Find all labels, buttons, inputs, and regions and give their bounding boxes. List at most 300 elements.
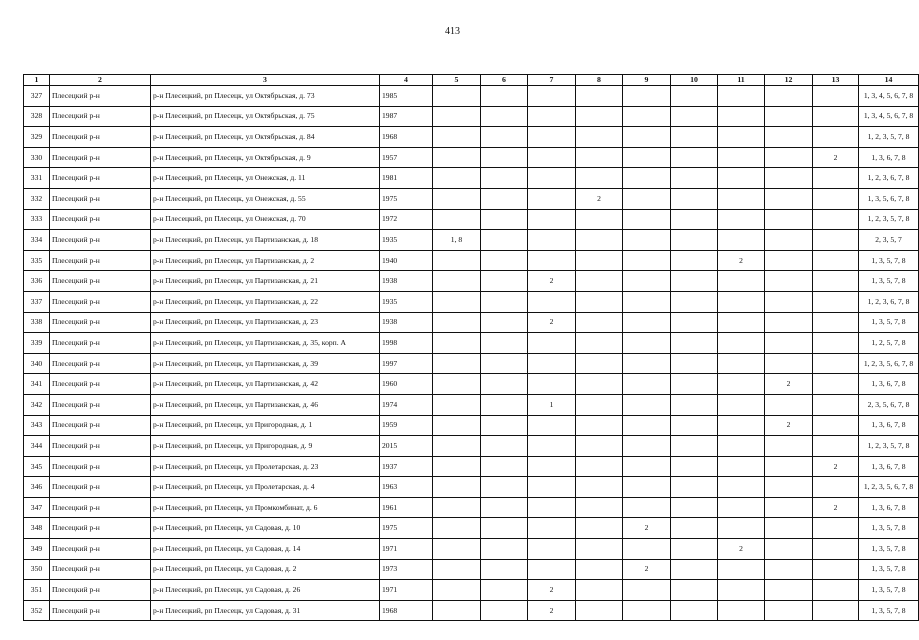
col11-cell <box>718 333 765 354</box>
column-header-4: 4 <box>380 75 433 86</box>
col9-cell <box>623 353 671 374</box>
col7-cell <box>528 209 576 230</box>
col11-cell <box>718 312 765 333</box>
col5-cell <box>433 291 481 312</box>
row-number: 328 <box>24 106 50 127</box>
column-header-10: 10 <box>671 75 718 86</box>
table-row <box>24 230 919 251</box>
col13-cell <box>813 374 859 395</box>
col14-cell: 1, 3, 5, 7, 8 <box>859 518 919 539</box>
district-cell: Плесецкий р-н <box>50 518 151 539</box>
col14-cell: 1, 3, 5, 7, 8 <box>859 559 919 580</box>
district-cell: Плесецкий р-н <box>50 600 151 621</box>
col13-cell <box>813 230 859 251</box>
address-cell: р-н Плесецкий, рп Плесецк, ул Партизанская, д. 23 <box>151 312 380 333</box>
district-cell: Плесецкий р-н <box>50 415 151 436</box>
col8-cell <box>576 86 623 107</box>
row-number: 346 <box>24 477 50 498</box>
col12-cell <box>765 353 813 374</box>
table-row <box>24 312 919 333</box>
address-cell: р-н Плесецкий, рп Плесецк, ул Партизанская, д. 42 <box>151 374 380 395</box>
col5-cell <box>433 497 481 518</box>
district-cell: Плесецкий р-н <box>50 209 151 230</box>
col14-cell: 1, 2, 3, 6, 7, 8 <box>859 291 919 312</box>
table-row <box>24 580 919 601</box>
address-cell: р-н Плесецкий, рп Плесецк, ул Пролетарская, д. 4 <box>151 477 380 498</box>
col12-cell <box>765 456 813 477</box>
col9-cell <box>623 291 671 312</box>
table-row <box>24 497 919 518</box>
col10-cell <box>671 291 718 312</box>
col11-cell <box>718 580 765 601</box>
address-cell: р-н Плесецкий, рп Плесецк, ул Октябрьская, д. 73 <box>151 86 380 107</box>
col12-cell <box>765 497 813 518</box>
col12-cell <box>765 559 813 580</box>
row-number: 343 <box>24 415 50 436</box>
col5-cell <box>433 127 481 148</box>
year-cell: 1961 <box>380 497 433 518</box>
col6-cell <box>481 147 528 168</box>
address-cell: р-н Плесецкий, рп Плесецк, ул Партизанская, д. 39 <box>151 353 380 374</box>
col14-cell: 2, 3, 5, 6, 7, 8 <box>859 394 919 415</box>
year-cell: 1935 <box>380 230 433 251</box>
col5-cell <box>433 168 481 189</box>
row-number: 332 <box>24 188 50 209</box>
col12-cell <box>765 271 813 292</box>
col9-cell <box>623 600 671 621</box>
year-cell: 1987 <box>380 106 433 127</box>
row-number: 351 <box>24 580 50 601</box>
address-cell: р-н Плесецкий, рп Плесецк, ул Онежская, д. 70 <box>151 209 380 230</box>
col6-cell <box>481 497 528 518</box>
column-header-11: 11 <box>718 75 765 86</box>
year-cell: 1959 <box>380 415 433 436</box>
col9-cell <box>623 168 671 189</box>
row-number: 333 <box>24 209 50 230</box>
col10-cell <box>671 353 718 374</box>
col7-cell <box>528 559 576 580</box>
district-cell: Плесецкий р-н <box>50 230 151 251</box>
address-cell: р-н Плесецкий, рп Плесецк, ул Онежская, д. 55 <box>151 188 380 209</box>
table-row <box>24 353 919 374</box>
table-row <box>24 291 919 312</box>
table-row <box>24 477 919 498</box>
year-cell: 1997 <box>380 353 433 374</box>
col13-cell <box>813 168 859 189</box>
address-cell: р-н Плесецкий, рп Плесецк, ул Партизанская, д. 46 <box>151 394 380 415</box>
col6-cell <box>481 271 528 292</box>
col12-cell <box>765 477 813 498</box>
district-cell: Плесецкий р-н <box>50 353 151 374</box>
col13-cell <box>813 518 859 539</box>
col14-cell: 1, 3, 5, 7, 8 <box>859 539 919 560</box>
column-header-6: 6 <box>481 75 528 86</box>
year-cell: 1963 <box>380 477 433 498</box>
col7-cell <box>528 374 576 395</box>
col11-cell <box>718 86 765 107</box>
year-cell: 1974 <box>380 394 433 415</box>
col8-cell <box>576 518 623 539</box>
col8-cell <box>576 230 623 251</box>
col6-cell <box>481 250 528 271</box>
col13-cell <box>813 333 859 354</box>
col14-cell: 1, 3, 4, 5, 6, 7, 8 <box>859 86 919 107</box>
col8-cell <box>576 291 623 312</box>
col13-cell <box>813 106 859 127</box>
col12-cell <box>765 86 813 107</box>
col6-cell <box>481 539 528 560</box>
row-number: 335 <box>24 250 50 271</box>
column-header-12: 12 <box>765 75 813 86</box>
col8-cell <box>576 106 623 127</box>
year-cell: 1940 <box>380 250 433 271</box>
year-cell: 2015 <box>380 436 433 457</box>
col6-cell <box>481 86 528 107</box>
year-cell: 1960 <box>380 374 433 395</box>
address-cell: р-н Плесецкий, рп Плесецк, ул Онежская, д. 11 <box>151 168 380 189</box>
col8-cell <box>576 415 623 436</box>
row-number: 349 <box>24 539 50 560</box>
col7-cell <box>528 86 576 107</box>
col9-cell <box>623 250 671 271</box>
col10-cell <box>671 188 718 209</box>
col6-cell <box>481 559 528 580</box>
col13-cell: 2 <box>813 456 859 477</box>
col8-cell <box>576 271 623 292</box>
col13-cell <box>813 188 859 209</box>
col14-cell: 1, 3, 6, 7, 8 <box>859 374 919 395</box>
col6-cell <box>481 291 528 312</box>
col9-cell <box>623 188 671 209</box>
col11-cell <box>718 271 765 292</box>
table-row <box>24 127 919 148</box>
row-number: 338 <box>24 312 50 333</box>
district-cell: Плесецкий р-н <box>50 539 151 560</box>
address-cell: р-н Плесецкий, рп Плесецк, ул Пролетарская, д. 23 <box>151 456 380 477</box>
col13-cell <box>813 127 859 148</box>
col5-cell <box>433 353 481 374</box>
col7-cell <box>528 477 576 498</box>
year-cell: 1973 <box>380 559 433 580</box>
col9-cell <box>623 436 671 457</box>
row-number: 347 <box>24 497 50 518</box>
col5-cell <box>433 374 481 395</box>
address-cell: р-н Плесецкий, рп Плесецк, ул Садовая, д. 26 <box>151 580 380 601</box>
col8-cell: 2 <box>576 188 623 209</box>
col6-cell <box>481 415 528 436</box>
district-cell: Плесецкий р-н <box>50 291 151 312</box>
col5-cell <box>433 518 481 539</box>
col10-cell <box>671 374 718 395</box>
col9-cell <box>623 394 671 415</box>
col6-cell <box>481 436 528 457</box>
table-row <box>24 271 919 292</box>
col10-cell <box>671 456 718 477</box>
col11-cell <box>718 209 765 230</box>
col7-cell <box>528 353 576 374</box>
col12-cell: 2 <box>765 415 813 436</box>
col14-cell: 1, 2, 3, 5, 6, 7, 8 <box>859 477 919 498</box>
col9-cell <box>623 127 671 148</box>
address-cell: р-н Плесецкий, рп Плесецк, ул Садовая, д. 2 <box>151 559 380 580</box>
table-row <box>24 168 919 189</box>
district-cell: Плесецкий р-н <box>50 188 151 209</box>
address-cell: р-н Плесецкий, рп Плесецк, ул Садовая, д. 10 <box>151 518 380 539</box>
table-row <box>24 250 919 271</box>
row-number: 341 <box>24 374 50 395</box>
col9-cell <box>623 374 671 395</box>
col9-cell: 2 <box>623 559 671 580</box>
col9-cell <box>623 456 671 477</box>
district-cell: Плесецкий р-н <box>50 559 151 580</box>
column-header-1: 1 <box>24 75 50 86</box>
row-number: 329 <box>24 127 50 148</box>
col6-cell <box>481 333 528 354</box>
col8-cell <box>576 497 623 518</box>
col9-cell: 2 <box>623 518 671 539</box>
district-cell: Плесецкий р-н <box>50 333 151 354</box>
row-number: 327 <box>24 86 50 107</box>
col13-cell <box>813 539 859 560</box>
col9-cell <box>623 312 671 333</box>
col6-cell <box>481 106 528 127</box>
year-cell: 1938 <box>380 312 433 333</box>
col6-cell <box>481 456 528 477</box>
col10-cell <box>671 600 718 621</box>
col11-cell: 2 <box>718 539 765 560</box>
col6-cell <box>481 394 528 415</box>
col11-cell <box>718 353 765 374</box>
col7-cell <box>528 106 576 127</box>
col14-cell: 1, 2, 3, 5, 7, 8 <box>859 209 919 230</box>
column-header-3: 3 <box>151 75 380 86</box>
row-number: 350 <box>24 559 50 580</box>
col5-cell <box>433 333 481 354</box>
district-cell: Плесецкий р-н <box>50 394 151 415</box>
col13-cell: 2 <box>813 147 859 168</box>
col14-cell: 1, 3, 5, 7, 8 <box>859 600 919 621</box>
col8-cell <box>576 333 623 354</box>
col9-cell <box>623 209 671 230</box>
col14-cell: 2, 3, 5, 7 <box>859 230 919 251</box>
col6-cell <box>481 477 528 498</box>
col7-cell <box>528 456 576 477</box>
col9-cell <box>623 106 671 127</box>
table-row <box>24 209 919 230</box>
row-number: 348 <box>24 518 50 539</box>
col9-cell <box>623 415 671 436</box>
col6-cell <box>481 209 528 230</box>
col14-cell: 1, 3, 6, 7, 8 <box>859 415 919 436</box>
col9-cell <box>623 539 671 560</box>
col10-cell <box>671 539 718 560</box>
col10-cell <box>671 477 718 498</box>
row-number: 344 <box>24 436 50 457</box>
address-cell: р-н Плесецкий, рп Плесецк, ул Пригородная, д. 9 <box>151 436 380 457</box>
col6-cell <box>481 312 528 333</box>
col10-cell <box>671 168 718 189</box>
col7-cell: 2 <box>528 271 576 292</box>
col8-cell <box>576 127 623 148</box>
col11-cell: 2 <box>718 250 765 271</box>
col13-cell <box>813 86 859 107</box>
col8-cell <box>576 168 623 189</box>
registry-table <box>23 74 919 621</box>
col5-cell <box>433 539 481 560</box>
col10-cell <box>671 86 718 107</box>
col6-cell <box>481 353 528 374</box>
address-cell: р-н Плесецкий, рп Плесецк, ул Партизанская, д. 18 <box>151 230 380 251</box>
col12-cell <box>765 188 813 209</box>
col7-cell <box>528 147 576 168</box>
col12-cell <box>765 436 813 457</box>
year-cell: 1968 <box>380 127 433 148</box>
year-cell: 1972 <box>380 209 433 230</box>
header-row <box>24 75 919 86</box>
col7-cell: 2 <box>528 600 576 621</box>
col14-cell: 1, 2, 5, 7, 8 <box>859 333 919 354</box>
col11-cell <box>718 559 765 580</box>
col5-cell <box>433 415 481 436</box>
address-cell: р-н Плесецкий, рп Плесецк, ул Партизанская, д. 21 <box>151 271 380 292</box>
col14-cell: 1, 3, 6, 7, 8 <box>859 497 919 518</box>
col11-cell <box>718 188 765 209</box>
col10-cell <box>671 559 718 580</box>
col8-cell <box>576 353 623 374</box>
address-cell: р-н Плесецкий, рп Плесецк, ул Октябрьская, д. 84 <box>151 127 380 148</box>
col12-cell <box>765 250 813 271</box>
col12-cell <box>765 106 813 127</box>
table-row <box>24 333 919 354</box>
col5-cell <box>433 394 481 415</box>
col5-cell <box>433 456 481 477</box>
table-row <box>24 559 919 580</box>
col10-cell <box>671 230 718 251</box>
table-row <box>24 456 919 477</box>
col9-cell <box>623 497 671 518</box>
col14-cell: 1, 2, 3, 5, 7, 8 <box>859 127 919 148</box>
col9-cell <box>623 477 671 498</box>
col11-cell <box>718 600 765 621</box>
col11-cell <box>718 518 765 539</box>
col13-cell <box>813 559 859 580</box>
row-number: 352 <box>24 600 50 621</box>
col9-cell <box>623 580 671 601</box>
col14-cell: 1, 3, 5, 7, 8 <box>859 271 919 292</box>
col5-cell: 1, 8 <box>433 230 481 251</box>
year-cell: 1938 <box>380 271 433 292</box>
col8-cell <box>576 312 623 333</box>
col13-cell <box>813 291 859 312</box>
col13-cell <box>813 600 859 621</box>
col6-cell <box>481 168 528 189</box>
col12-cell <box>765 333 813 354</box>
col9-cell <box>623 271 671 292</box>
table-row <box>24 415 919 436</box>
col8-cell <box>576 250 623 271</box>
col13-cell <box>813 394 859 415</box>
col5-cell <box>433 147 481 168</box>
col12-cell <box>765 147 813 168</box>
col12-cell <box>765 600 813 621</box>
col7-cell <box>528 291 576 312</box>
col13-cell <box>813 436 859 457</box>
year-cell: 1985 <box>380 86 433 107</box>
col6-cell <box>481 188 528 209</box>
col8-cell <box>576 600 623 621</box>
col8-cell <box>576 209 623 230</box>
row-number: 334 <box>24 230 50 251</box>
table-row <box>24 518 919 539</box>
col14-cell: 1, 3, 5, 6, 7, 8 <box>859 188 919 209</box>
row-number: 345 <box>24 456 50 477</box>
district-cell: Плесецкий р-н <box>50 580 151 601</box>
year-cell: 1957 <box>380 147 433 168</box>
col12-cell <box>765 291 813 312</box>
col13-cell <box>813 580 859 601</box>
col10-cell <box>671 518 718 539</box>
col14-cell: 1, 2, 3, 5, 7, 8 <box>859 436 919 457</box>
col8-cell <box>576 436 623 457</box>
col5-cell <box>433 477 481 498</box>
table-row <box>24 394 919 415</box>
col8-cell <box>576 394 623 415</box>
col13-cell <box>813 271 859 292</box>
col8-cell <box>576 477 623 498</box>
col12-cell <box>765 580 813 601</box>
col6-cell <box>481 127 528 148</box>
col7-cell <box>528 188 576 209</box>
district-cell: Плесецкий р-н <box>50 147 151 168</box>
col11-cell <box>718 477 765 498</box>
col10-cell <box>671 127 718 148</box>
col13-cell <box>813 312 859 333</box>
col10-cell <box>671 580 718 601</box>
col7-cell <box>528 497 576 518</box>
table-row <box>24 374 919 395</box>
col5-cell <box>433 106 481 127</box>
col7-cell <box>528 518 576 539</box>
col12-cell <box>765 230 813 251</box>
col11-cell <box>718 291 765 312</box>
col10-cell <box>671 209 718 230</box>
col14-cell: 1, 3, 5, 7, 8 <box>859 250 919 271</box>
col10-cell <box>671 497 718 518</box>
col5-cell <box>433 559 481 580</box>
col7-cell: 1 <box>528 394 576 415</box>
year-cell: 1937 <box>380 456 433 477</box>
col7-cell: 2 <box>528 312 576 333</box>
col5-cell <box>433 209 481 230</box>
col11-cell <box>718 230 765 251</box>
year-cell: 1971 <box>380 539 433 560</box>
col6-cell <box>481 580 528 601</box>
address-cell: р-н Плесецкий, рп Плесецк, ул Партизанская, д. 22 <box>151 291 380 312</box>
col6-cell <box>481 518 528 539</box>
col13-cell <box>813 415 859 436</box>
address-cell: р-н Плесецкий, рп Плесецк, ул Октябрьская, д. 75 <box>151 106 380 127</box>
col7-cell <box>528 250 576 271</box>
address-cell: р-н Плесецкий, рп Плесецк, ул Октябрьская, д. 9 <box>151 147 380 168</box>
col5-cell <box>433 436 481 457</box>
year-cell: 1981 <box>380 168 433 189</box>
col5-cell <box>433 600 481 621</box>
column-header-2: 2 <box>50 75 151 86</box>
col5-cell <box>433 86 481 107</box>
col11-cell <box>718 497 765 518</box>
row-number: 337 <box>24 291 50 312</box>
table-body <box>24 86 919 621</box>
